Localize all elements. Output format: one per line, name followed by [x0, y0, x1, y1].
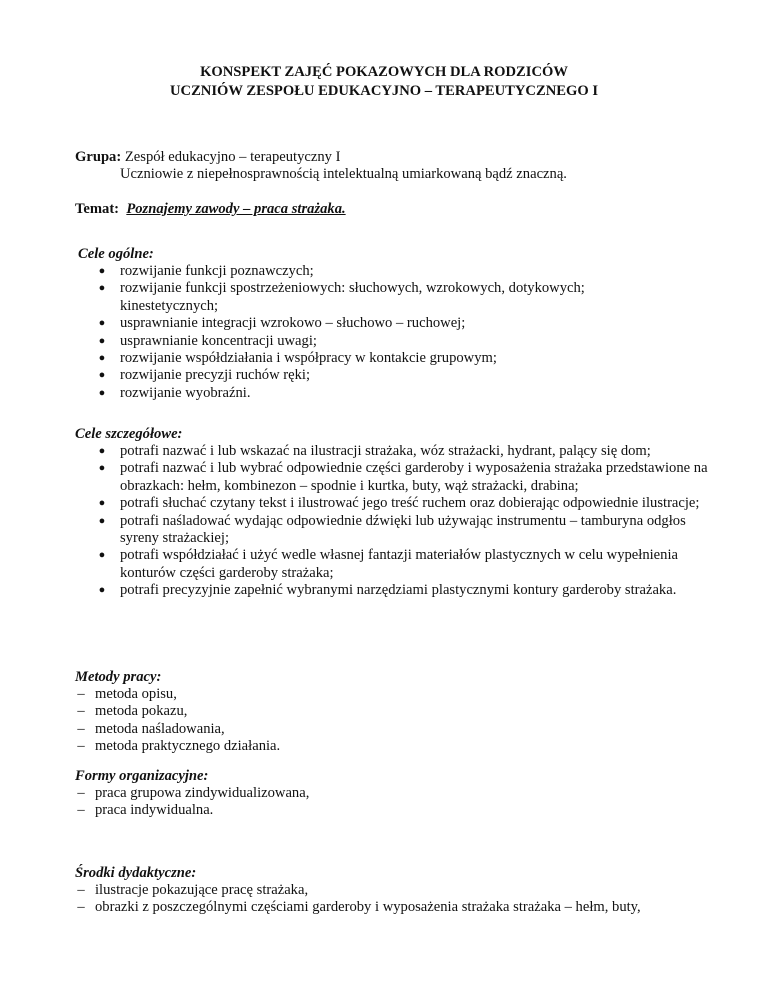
formy-organizacyjne-heading: Formy organizacyjne: [75, 768, 209, 784]
cele-ogolne-heading: Cele ogólne: [78, 246, 154, 262]
bullet-icon: ● [98, 445, 106, 457]
temat-value: Poznajemy zawody – praca strażaka. [126, 201, 346, 217]
bullet-icon: ● [98, 462, 106, 475]
dash-icon: – [77, 703, 85, 720]
list-item: – praca grupowa zindywidualizowana, [75, 785, 675, 802]
bullet-icon: ● [98, 282, 106, 295]
list-item: ● potrafi nazwać i lub wskazać na ilustracji strażaka, wóz strażacki, hydrant, palący się dom; [75, 443, 715, 460]
bullet-icon: ● [98, 369, 106, 382]
list-item: – ilustracje pokazujące pracę strażaka, [75, 882, 755, 899]
dash-icon: – [77, 738, 85, 755]
cele-szczegolowe-list [75, 443, 715, 600]
list-item: ● rozwijanie wyobraźni. [75, 385, 645, 402]
dash-icon: – [77, 686, 85, 702]
dash-icon: – [77, 899, 85, 916]
cele-szczegolowe-heading: Cele szczegółowe: [75, 426, 183, 442]
list-item: ● potrafi słuchać czytany tekst i ilustrować jego treść ruchem oraz dobierając odpowiednie ilustracje; [75, 495, 715, 512]
bullet-icon: ● [98, 352, 106, 365]
document-title-line-1: KONSPEKT ZAJĘĆ POKAZOWYCH DLA RODZICÓW [200, 64, 568, 80]
list-item: – metoda naśladowania, [75, 721, 675, 738]
list-item: ● rozwijanie funkcji poznawczych; [75, 263, 645, 280]
bullet-icon: ● [98, 497, 106, 510]
list-item: ● rozwijanie współdziałania i współpracy w kontakcie grupowym; [75, 350, 645, 367]
formy-organizacyjne-list [75, 785, 675, 820]
list-item: – obrazki z poszczególnymi częściami garderoby i wyposażenia strażaka strażaka – hełm, buty, [75, 899, 755, 916]
temat-line [75, 201, 346, 218]
srodki-dydaktyczne-heading: Środki dydaktyczne: [75, 865, 197, 881]
list-item: ● potrafi nazwać i lub wybrać odpowiednie części garderoby i wyposażenia strażaka przedstawione na obrazkach: hełm, kombinezon – spodnie i kurtka, buty, wąż strażacki, drabina; [75, 460, 715, 495]
bullet-icon: ● [98, 584, 106, 597]
list-item: ● rozwijanie precyzji ruchów ręki; [75, 367, 645, 384]
list-item: ● potrafi naśladować wydając odpowiednie dźwięki lub używając instrumentu – tamburyna odgłos syreny strażackiej; [75, 513, 715, 548]
grupa-line [75, 149, 340, 166]
list-item: ● rozwijanie funkcji spostrzeżeniowych: słuchowych, wzrokowych, dotykowych; kinestetycznych; [75, 280, 645, 315]
dash-icon: – [77, 882, 85, 898]
grupa-description: Uczniowie z niepełnosprawnością intelektualną umiarkowaną bądź znaczną. [120, 166, 567, 182]
srodki-dydaktyczne-list [75, 882, 755, 917]
bullet-icon: ● [98, 334, 106, 347]
grupa-label: Grupa: [75, 149, 122, 165]
list-item: – metoda pokazu, [75, 703, 675, 720]
list-item: ● potrafi współdziałać i użyć wedle własnej fantazji materiałów plastycznych w celu wypełnienia konturów części garderoby strażaka; [75, 547, 715, 582]
temat-label: Temat: [75, 201, 120, 217]
list-item: – metoda praktycznego działania. [75, 738, 675, 755]
cele-ogolne-list [75, 263, 645, 402]
list-item: – praca indywidualna. [75, 802, 675, 819]
bullet-icon: ● [98, 386, 106, 399]
list-item: – metoda opisu, [75, 686, 675, 703]
list-item: ● usprawnianie koncentracji uwagi; [75, 333, 645, 350]
list-item: ● usprawnianie integracji wzrokowo – słuchowo – ruchowej; [75, 315, 645, 332]
metody-pracy-list [75, 686, 675, 756]
bullet-icon: ● [98, 317, 106, 330]
metody-pracy-heading: Metody pracy: [75, 669, 162, 685]
grupa-value: Zespół edukacyjno – terapeutyczny I [121, 149, 341, 165]
list-item: ● potrafi precyzyjnie zapełnić wybranymi narzędziami plastycznymi kontury garderoby strażaka. [75, 582, 715, 599]
bullet-icon: ● [98, 514, 106, 527]
dash-icon: – [77, 720, 85, 737]
bullet-icon: ● [98, 265, 106, 277]
document-title-line-2: UCZNIÓW ZESPOŁU EDUKACYJNO – TERAPEUTYCZNEGO I [169, 83, 598, 99]
dash-icon: – [77, 785, 85, 801]
bullet-icon: ● [98, 549, 106, 562]
dash-icon: – [77, 802, 85, 819]
